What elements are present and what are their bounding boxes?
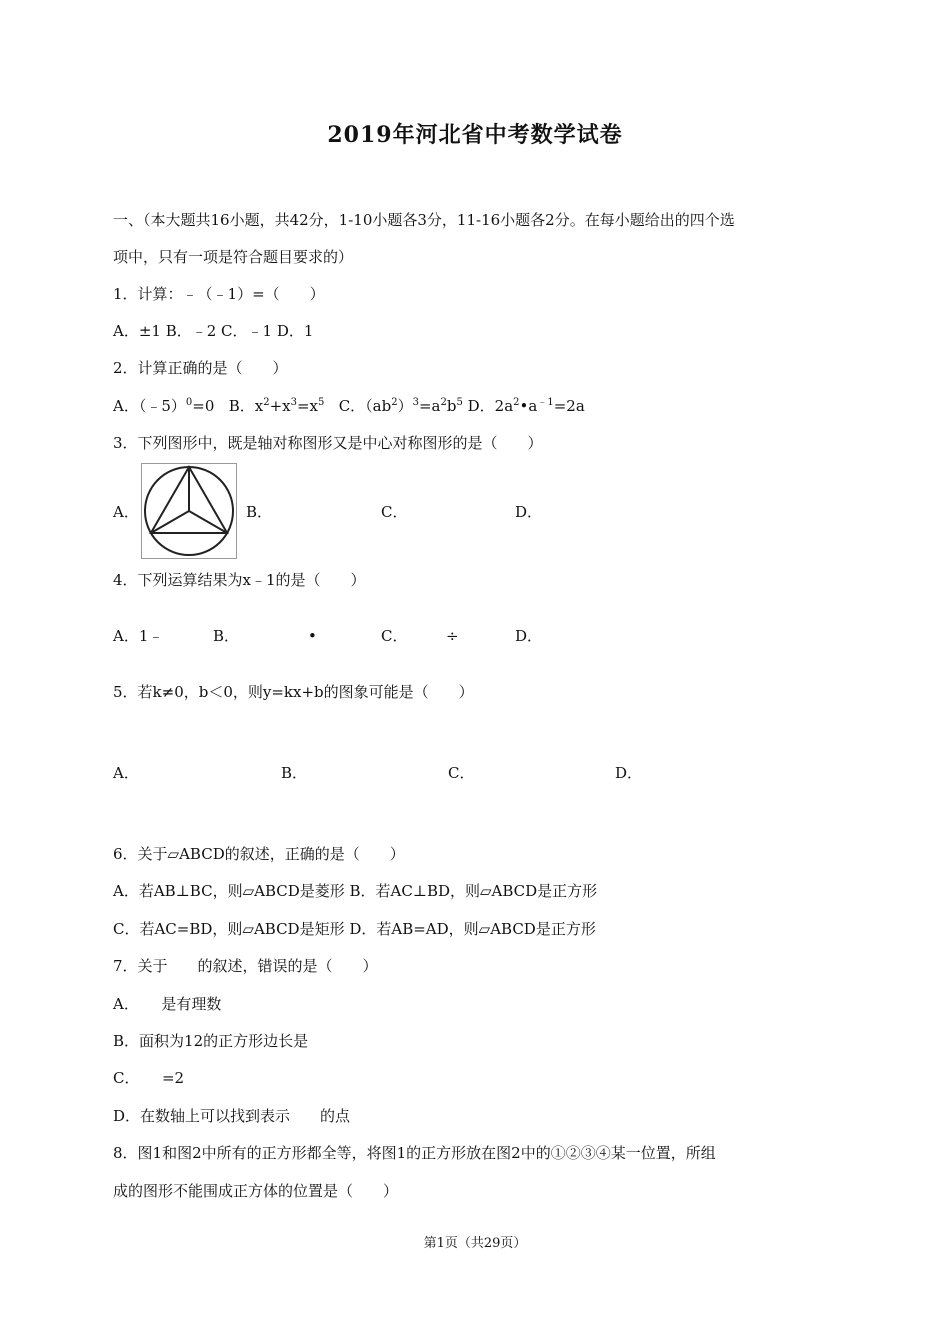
- q2-option-d-tail: =2a: [553, 397, 585, 415]
- question-2-stem: 2．计算正确的是（ ）: [113, 359, 288, 377]
- q3-option-d-label: D．: [515, 503, 543, 521]
- q2-option-b-sup-2: 3: [290, 397, 297, 408]
- q5-option-b: B．: [281, 764, 308, 782]
- q2-option-c: C．（ab: [338, 397, 392, 415]
- q3-option-a-figure: [141, 463, 237, 559]
- question-3-stem: 3．下列图形中，既是轴对称图形又是中心对称图形的是（ ）: [113, 434, 543, 452]
- q4-option-d: D．: [515, 627, 543, 645]
- page-footer: 第1页（共29页）: [423, 1236, 527, 1251]
- q2-option-c-mid-2: =a: [418, 397, 441, 415]
- q2-option-d-sup-1: 2: [513, 397, 520, 408]
- q2-option-c-sup-4: 5: [456, 397, 463, 408]
- q3-option-b-label: B．: [246, 503, 273, 521]
- q2-option-b-sup-1: 2: [263, 397, 270, 408]
- q4-option-c-operator: ÷: [446, 627, 459, 645]
- q5-option-a: A．: [113, 764, 139, 782]
- q2-option-d-sup-2: ﹣1: [537, 397, 554, 408]
- q4-option-c: C．: [381, 627, 408, 645]
- q7-option-b: B．面积为12的正方形边长是: [113, 1032, 309, 1050]
- q7-option-d: D．在数轴上可以找到表示 的点: [113, 1107, 351, 1125]
- q2-option-b-mid: +x: [269, 397, 291, 415]
- q4-option-b: B．: [213, 627, 240, 645]
- q2-option-a-tail: =0: [192, 397, 215, 415]
- q2-option-b-mid-2: =x: [296, 397, 318, 415]
- q2-option-d-mid: •a: [519, 397, 538, 415]
- q2-option-d: D．2a: [467, 397, 514, 415]
- q7-option-a: A． 是有理数: [113, 995, 222, 1013]
- q2-option-b-sup-3: 5: [318, 397, 325, 408]
- page-title: 2019年河北省中考数学试卷: [327, 122, 623, 148]
- q3-option-a-label: A．: [113, 503, 139, 521]
- q6-options-ab: A．若AB⊥BC，则▱ABCD是菱形 B．若AC⊥BD，则▱ABCD是正方形: [113, 882, 598, 900]
- q6-options-cd: C．若AC=BD，则▱ABCD是矩形 D．若AB=AD，则▱ABCD是正方形: [113, 920, 596, 938]
- question-7-stem: 7．关于 的叙述，错误的是（ ）: [113, 957, 378, 975]
- question-4-stem: 4．下列运算结果为x﹣1的是（ ）: [113, 571, 366, 589]
- section-instruction-line-2: 项中，只有一项是符合题目要求的）: [113, 248, 354, 266]
- question-8-stem-line-1: 8．图1和图2中所有的正方形都全等，将图1的正方形放在图2中的①②③④某一位置，所组: [113, 1144, 716, 1162]
- question-1-stem: 1．计算：﹣（﹣1）=（ ）: [113, 285, 325, 303]
- q2-option-c-sup-3: 2: [440, 397, 447, 408]
- circle-triangle-figure: [142, 464, 236, 558]
- question-5-stem: 5．若k≠0，b＜0，则y=kx+b的图象可能是（ ）: [113, 683, 474, 701]
- q2-option-a-sup: 0: [185, 397, 193, 408]
- q5-option-d: D．: [615, 764, 643, 782]
- question-8-stem-line-2: 成的图形不能围成正方体的位置是（ ）: [113, 1182, 399, 1200]
- q4-option-a: A．1﹣: [113, 627, 164, 645]
- q2-option-c-mid-3: b: [446, 397, 457, 415]
- q2-option-c-mid: ）: [397, 397, 413, 415]
- q2-option-c-sup-1: 2: [391, 397, 398, 408]
- q2-option-c-sup-2: 3: [412, 397, 419, 408]
- q5-option-c: C．: [448, 764, 475, 782]
- question-6-stem: 6．关于▱ABCD的叙述，正确的是（ ）: [113, 845, 405, 863]
- q2-option-a: A．（﹣5）: [113, 397, 186, 415]
- q7-option-c: C． =2: [113, 1069, 185, 1087]
- question-1-options: A．±1 B．﹣2 C．﹣1 D．1: [113, 322, 314, 340]
- q3-option-c-label: C．: [381, 503, 408, 521]
- section-instruction-line-1: 一、（本大题共16小题，共42分，1-10小题各3分，11-16小题各2分。在每小题给出的四个选: [113, 211, 735, 229]
- question-2-options: [113, 396, 585, 419]
- q4-option-b-operator: •: [308, 627, 317, 645]
- q2-option-b: B．x: [228, 397, 264, 415]
